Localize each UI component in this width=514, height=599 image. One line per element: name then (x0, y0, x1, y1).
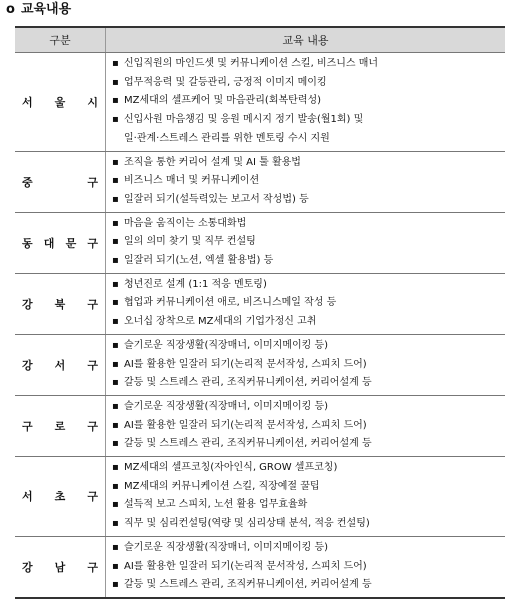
bullet-icon: ▪ (112, 560, 119, 572)
content-cell (106, 395, 506, 456)
content-cell (106, 536, 506, 598)
list-item (112, 478, 505, 497)
item-text: 오너십 장착으로 MZ세대의 기업가정신 고취 (124, 316, 317, 328)
list-item (112, 313, 505, 332)
bullet-icon: ▪ (112, 58, 119, 69)
bullet-icon: ▪ (112, 499, 119, 511)
bullet-icon: ▪ (112, 278, 119, 290)
section-title: 교육내용 (20, 2, 72, 17)
bullet-icon: ▪ (112, 358, 119, 370)
region-cell (15, 395, 106, 456)
item-text: 갈등 및 스트레스 관리, 조직커뮤니케이션, 커리어설계 등 (124, 438, 372, 450)
list-item (112, 558, 505, 577)
item-text: 비즈니스 매너 및 커뮤니케이션 (124, 175, 260, 187)
list-item (112, 398, 505, 417)
region-name: 강 서 구 (22, 358, 98, 372)
content-cell (106, 212, 506, 273)
header-category: 구분 (15, 27, 106, 53)
list-item (112, 374, 505, 393)
bullet-icon: ▪ (112, 541, 119, 553)
bullet-icon: ▪ (112, 217, 119, 229)
list-item (112, 435, 505, 454)
bullet-icon: ▪ (112, 462, 119, 474)
list-item (112, 356, 505, 375)
region-cell (15, 334, 106, 395)
list-item (112, 215, 505, 234)
item-text: MZ세대의 커뮤니케이션 스킬, 직장예절 꿀팁 (124, 480, 320, 492)
bullet-icon: ▪ (112, 297, 119, 309)
bullet-icon: ▪ (112, 114, 119, 126)
bullet-icon: ▪ (112, 480, 119, 492)
list-item (112, 294, 505, 313)
region-name: 서 초 구 (22, 490, 98, 504)
region-name: 중 구 (22, 175, 98, 189)
list-item (112, 55, 505, 74)
table-row (15, 457, 505, 537)
item-text: 일·관계·스트레스 관리를 위한 멘토링 수시 지원 (124, 132, 330, 144)
item-text: 신입사원 마음챙김 및 응원 메시지 정기 발송(월1회) 및 (124, 114, 364, 126)
bullet-icon: ▪ (112, 76, 119, 88)
table-row (15, 395, 505, 456)
bullet-icon: ▪ (112, 518, 119, 530)
table-row (15, 536, 505, 598)
item-text: 슬기로운 직장생활(직장매너, 이미지메이킹 등) (124, 400, 329, 412)
content-cell (106, 457, 506, 537)
item-text: 마음을 움직이는 소통대화법 (124, 217, 247, 229)
item-text: 일의 의미 찾기 및 직무 컨설팅 (124, 236, 256, 248)
table-body (15, 53, 505, 598)
item-text: 일잘러 되기(노션, 엑셀 활용법) 등 (124, 255, 274, 267)
bullet-icon: ▪ (112, 377, 119, 389)
region-name: 동 대 문 구 (22, 236, 98, 250)
list-item (112, 417, 505, 436)
table-row (15, 212, 505, 273)
list-item (112, 233, 505, 252)
section-heading (6, 1, 71, 19)
region-name: 강 남 구 (22, 560, 98, 574)
content-cell (106, 273, 506, 334)
table-row (15, 334, 505, 395)
region-cell (15, 457, 106, 537)
list-item (112, 172, 505, 191)
item-text: AI를 활용한 일잘러 되기(논리적 문서작성, 스피치 드어) (124, 419, 367, 431)
table-row (15, 53, 505, 152)
circle-marker-icon: o (6, 2, 15, 17)
list-item (112, 539, 505, 558)
list-item (112, 74, 505, 93)
region-name: 서 울 시 (22, 95, 98, 109)
item-text: 일잘러 되기(설득력있는 보고서 작성법) 등 (124, 193, 309, 205)
list-item (112, 496, 505, 515)
bullet-icon: ▪ (112, 95, 119, 107)
item-text: 청년진로 설계 (1:1 적응 멘토링) (124, 278, 267, 290)
bullet-icon: ▪ (112, 156, 119, 168)
header-content: 교육 내용 (106, 27, 506, 53)
bullet-icon: ▪ (112, 400, 119, 412)
bullet-icon: ▪ (112, 316, 119, 328)
table-header-row (15, 27, 505, 53)
item-text: 설득적 보고 스피치, 노션 활용 업무효율화 (124, 499, 308, 511)
list-item (112, 111, 505, 130)
bullet-icon: ▪ (112, 579, 119, 591)
region-name: 강 북 구 (22, 297, 98, 311)
list-item (112, 337, 505, 356)
region-cell (15, 273, 106, 334)
bullet-icon: ▪ (112, 255, 119, 267)
item-text: MZ세대의 셀프케어 및 마음관리(회복탄력성) (124, 95, 322, 107)
bullet-icon: ▪ (112, 438, 119, 450)
item-text: AI를 활용한 일잘러 되기(논리적 문서작성, 스피치 드어) (124, 358, 367, 370)
item-text: MZ세대의 셀프코칭(자아인식, GROW 셀프코칭) (124, 462, 338, 474)
list-item (112, 459, 505, 478)
list-item (112, 276, 505, 295)
region-cell (15, 53, 106, 152)
item-text: 갈등 및 스트레스 관리, 조직커뮤니케이션, 커리어설계 등 (124, 377, 372, 389)
table-row (15, 273, 505, 334)
bullet-icon: ▪ (112, 339, 119, 351)
list-item (112, 154, 505, 173)
item-text: 업무적응력 및 갈등관리, 긍정적 이미지 메이킹 (124, 76, 327, 88)
region-cell (15, 151, 106, 212)
education-content-table (15, 26, 505, 599)
item-text: 슬기로운 직장생활(직장매너, 이미지메이킹 등) (124, 541, 329, 553)
list-item (112, 252, 505, 271)
bullet-icon: ▪ (112, 419, 119, 431)
list-item (112, 130, 505, 149)
list-item (112, 515, 505, 534)
item-text: AI를 활용한 일잘러 되기(논리적 문서작성, 스피치 드어) (124, 560, 367, 572)
region-cell (15, 212, 106, 273)
bullet-icon: ▪ (112, 193, 119, 205)
bullet-icon: ▪ (112, 236, 119, 248)
item-text: 슬기로운 직장생활(직장매너, 이미지메이킹 등) (124, 339, 329, 351)
list-item (112, 92, 505, 111)
item-text: 직무 및 심리컨설팅(역량 및 심리상태 분석, 적응 컨설팅) (124, 518, 370, 530)
item-text: 협업과 커뮤니케이션 애로, 비즈니스메일 작성 등 (124, 297, 337, 309)
item-text: 신입직원의 마인드셋 및 커뮤니케이션 스킬, 비즈니스 매너 (124, 58, 379, 69)
content-cell (106, 334, 506, 395)
content-cell (106, 151, 506, 212)
item-text: 조직을 통한 커리어 설계 및 AI 툴 활용법 (124, 156, 301, 168)
item-text: 갈등 및 스트레스 관리, 조직커뮤니케이션, 커리어설계 등 (124, 579, 372, 591)
bullet-icon: ▪ (112, 175, 119, 187)
list-item (112, 191, 505, 210)
region-name: 구 로 구 (22, 420, 98, 433)
region-cell (15, 536, 106, 598)
content-cell (106, 53, 506, 152)
table-row (15, 151, 505, 212)
